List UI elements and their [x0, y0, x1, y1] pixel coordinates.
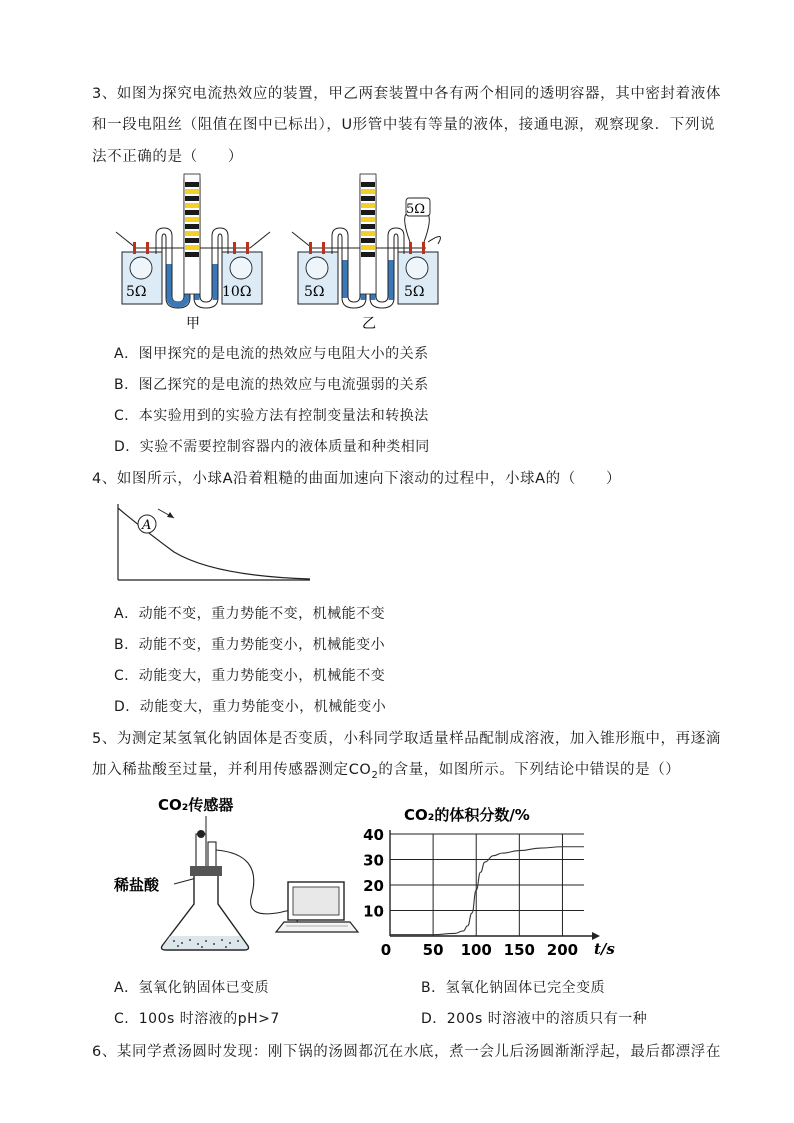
- y-tick-label: 30: [363, 851, 384, 870]
- q5-line-2-b: 的含量，如图所示。下列结论中错误的是（）: [378, 762, 681, 778]
- x-tick-label: 200: [546, 941, 579, 959]
- q3-option-d: D．实验不需要控制容器内的液体质量和种类相同: [114, 439, 430, 455]
- q5-option-c: C．100s 时溶液的pH>7: [114, 1011, 280, 1027]
- resistor-label-left-a: 5Ω: [126, 284, 147, 300]
- q4-line: 4、如图所示，小球A沿着粗糙的曲面加速向下滚动的过程中，小球A的（ ）: [92, 471, 622, 487]
- laptop-icon: [276, 882, 358, 932]
- apparatus-yi: [292, 174, 440, 332]
- co2-volume-fraction-chart: [362, 796, 622, 964]
- apparatus-jia: [116, 174, 270, 332]
- q3-line-1: 3、如图为探究电流热效应的装置，甲乙两套装置中各有两个相同的透明容器，其中密封着液体: [92, 86, 721, 102]
- chart-ticks: [363, 826, 578, 959]
- x-tick-label: 0: [380, 941, 392, 959]
- q3-option-b: B．图乙探究的是电流的热效应与电流强弱的关系: [114, 377, 429, 393]
- q4-option-c: C．动能变大，重力势能变小，机械能不变: [114, 668, 386, 684]
- q3-line-2: 和一段电阻丝（阻值在图中已标出），U形管中装有等量的液体，接通电源，观察现象．下列说: [92, 117, 716, 133]
- q3-line-3: 法不正确的是（ ）: [92, 149, 243, 165]
- joule-heating-apparatus: [108, 170, 453, 335]
- x-axis-arrow: [592, 932, 600, 940]
- resistor-label-left-b: 10Ω: [222, 284, 252, 300]
- parallel-resistor-label: 5Ω: [406, 202, 426, 217]
- q4-option-d: D．动能变大，重力势能变小，机械能变小: [114, 699, 387, 715]
- acid-label: 稀盐酸: [114, 876, 160, 894]
- q5-line-2: [92, 758, 680, 781]
- y-tick-label: 20: [363, 877, 384, 895]
- q5-option-d: D．200s 时溶液中的溶质只有一种: [421, 1011, 648, 1027]
- q5-line-1: 5、为测定某氢氧化钠固体是否变质，小科同学取适量样品配制成溶液，加入锥形瓶中，再逐滴: [92, 731, 721, 747]
- q5-line-2-a: 加入稀盐酸至过量，并利用传感器测定CO: [92, 762, 372, 778]
- scale-stripes-left: [185, 182, 199, 257]
- x-tick-label: 50: [422, 941, 444, 959]
- q3-option-a: A．图甲探究的是电流的热效应与电阻大小的关系: [114, 346, 429, 362]
- q5-option-a: A．氢氧化钠固体已变质: [114, 980, 270, 996]
- ball-on-curve-figure: [114, 500, 314, 586]
- q5-option-b: B．氢氧化钠固体已完全变质: [421, 980, 606, 996]
- resistor-label-right-a: 5Ω: [304, 284, 325, 300]
- q3-option-c: C．本实验用到的实验方法有控制变量法和转换法: [114, 408, 429, 424]
- q5-line-2-sub: 2: [371, 769, 379, 781]
- scale-stripes-right: [361, 182, 375, 257]
- q6-line: 6、某同学煮汤圆时发现：刚下锅的汤圆都沉在水底，煮一会儿后汤圆渐渐浮起，最后都漂浮在: [92, 1044, 721, 1060]
- resistor-label-right-b: 5Ω: [404, 284, 425, 300]
- sensor-label: CO₂传感器: [158, 796, 234, 814]
- chart-title: CO₂的体积分数/%: [404, 806, 530, 824]
- x-tick-label: 100: [460, 941, 492, 959]
- y-tick-label: 10: [363, 902, 384, 921]
- label-jia: 甲: [186, 316, 200, 332]
- ball-label: A: [142, 518, 152, 533]
- label-yi: 乙: [362, 316, 376, 332]
- q4-option-a: A．动能不变，重力势能不变，机械能不变: [114, 606, 386, 622]
- x-tick-label: 150: [503, 941, 535, 959]
- y-tick-label: 40: [363, 826, 384, 844]
- chart-xlabel: t/s: [594, 940, 615, 958]
- q4-option-b: B．动能不变，重力势能变小，机械能变小: [114, 637, 386, 653]
- co2-sensor-apparatus: [112, 794, 362, 962]
